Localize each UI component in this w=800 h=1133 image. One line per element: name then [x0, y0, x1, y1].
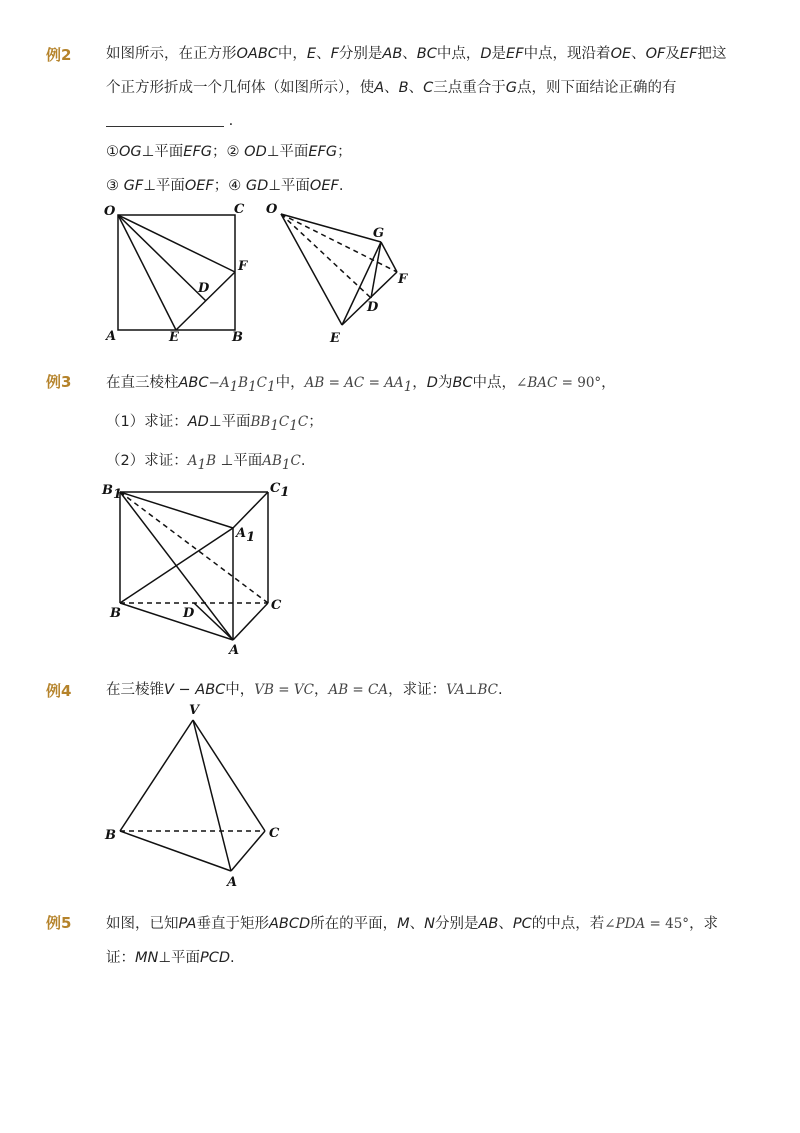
example-2-line-1: 如图所示，在正方形OABC中，E、F分别是AB、BC中点，D是EF中点，现沿着OE、OF及EF把这: [106, 46, 727, 62]
example-3-part-2: （2）求证：$A_1B$ ⊥平面$AB_1C$.: [106, 453, 306, 473]
edge-vb: [120, 720, 193, 831]
prism-a-label: A: [229, 643, 240, 658]
example-5-line-2: 证：MN⊥平面PCD.: [106, 950, 235, 966]
example-3-line-1: 在直三棱柱$ABC-A_1B_1C_1$中，AB = AC = $AA_1$，D为BC中点，∠BAC = 90°，: [106, 375, 616, 395]
prism-b1-label: B1: [102, 483, 123, 502]
example-2-choices-1: ①OG⊥平面EFG；② OD⊥平面EFG；: [106, 144, 352, 160]
point-e-label: E: [169, 330, 179, 345]
pyramid-a-label: A: [227, 875, 238, 890]
example-2-line-2: 个正方形折成一个几何体（如图所示），使A、B、C三点重合于G点，则下面结论正确的有: [106, 80, 677, 96]
edge-ba: [120, 831, 231, 871]
example-5-line-1: 如图，已知PA垂直于矩形ABCD所在的平面，M、N分别是AB、PC的中点，若∠PDA = 45°，求: [106, 916, 719, 932]
prism-c1-label: C1: [270, 481, 290, 500]
prism-c-label: C: [271, 598, 282, 613]
prism-a1-label: A1: [236, 526, 256, 545]
fold-e-label: E: [330, 331, 340, 346]
point-f-label: F: [238, 259, 248, 274]
fold-f-label: F: [398, 272, 408, 287]
fold-d-label: D: [367, 300, 379, 315]
fold-o-label: O: [266, 202, 278, 217]
pyramid-v-label: V: [189, 703, 200, 718]
point-d-label: D: [198, 281, 210, 296]
example-5-label: 例5: [46, 914, 72, 932]
point-o-label: O: [104, 204, 116, 219]
example-3-part-1: （1）求证：AD⊥平面$BB_1C_1C$；: [106, 414, 323, 434]
pyramid-c-label: C: [269, 826, 280, 841]
edge-va: [193, 720, 231, 871]
edge-ca: [231, 831, 265, 871]
edge-vc: [193, 720, 265, 831]
prism-d-label: D: [183, 606, 195, 621]
example-4-label: 例4: [46, 682, 72, 700]
fold-g-label: G: [373, 226, 385, 241]
example-2-answer-blank: .: [106, 111, 233, 131]
example-4-line-1: 在三棱锥V − ABC中，VB = VC，AB = CA，求证：VA⊥BC.: [106, 682, 503, 698]
point-b-label: B: [232, 330, 243, 345]
prism-b-label: B: [110, 606, 121, 621]
example-2-label: 例2: [46, 46, 72, 64]
example-3-label: 例3: [46, 373, 72, 391]
pyramid-b-label: B: [105, 828, 116, 843]
point-c-label: C: [234, 202, 245, 217]
example-2-choices-2: ③ GF⊥平面OEF；④ GD⊥平面OEF.: [106, 178, 344, 194]
point-a-label: A: [106, 329, 117, 344]
